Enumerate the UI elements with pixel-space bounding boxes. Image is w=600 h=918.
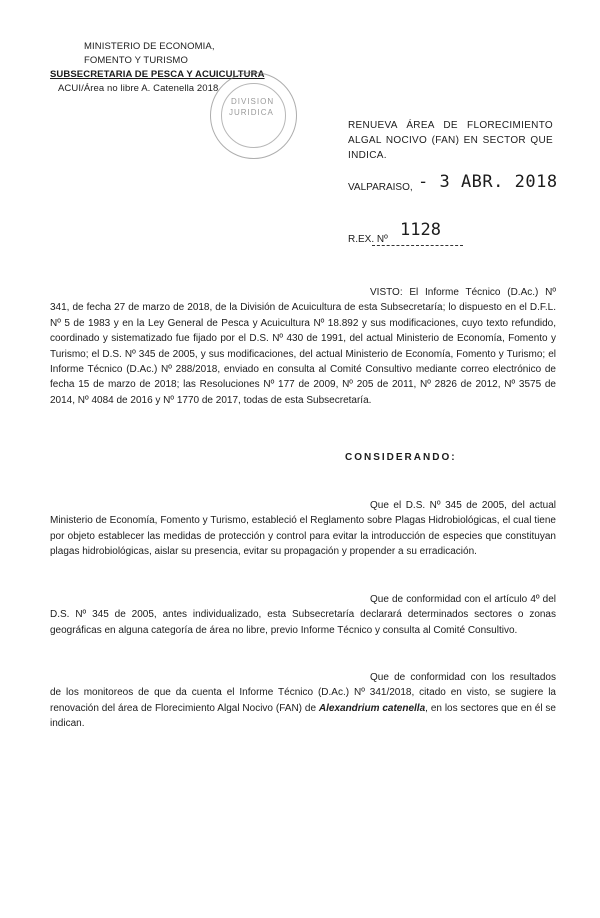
ministry-name: MINISTERIO DE ECONOMIA, [84, 41, 215, 52]
stamp-text-1: DIVISION [231, 97, 275, 106]
considerando-paragraph-3 [50, 670, 556, 732]
subsecretaria-name: SUBSECRETARIA DE PESCA Y ACUICULTURA [50, 69, 265, 80]
resolution-date: - 3 ABR. 2018 [418, 172, 558, 192]
species-name: Alexandrium catenella [318, 702, 426, 714]
file-reference: ACUI/Área no libre A. Catenella 2018 [58, 83, 219, 94]
visto-paragraph: VISTO: El Informe Técnico (D.Ac.) Nº 341, de fecha 27 de marzo de 2018, de la División de Acuicultura de esta Subsecretaría; lo dispuesto en el D.F.L. Nº 5 de 1983 y en la Ley General de Pesca y Acuicultura Nº 18.892 y sus modificaciones, cuyo texto refundido, coordinado y sistematizado fue fijado por el D.S. Nº 430 de 1991, del actual Ministerio de Economía, Fomento y Turismo; el D.S. Nº 345 de 2005, y sus modificaciones, del actual Ministerio de Economía, Fomento y Turismo; el Informe Técnico (D.Ac.) Nº 288/2018, enviado en consulta al Comité Consultivo mediante correo electrónico de fecha 15 de marzo de 2018; las Resoluciones Nº 177 de 2009, Nº 205 de 2011, Nº 2826 de 2012, Nº 3575 de 2014, Nº 4084 de 2016 y Nº 1770 de 2017, todas de esta Subsecretaría. [50, 287, 556, 406]
division-juridica-stamp [210, 72, 297, 159]
rex-underline [372, 245, 463, 246]
considerando-paragraph-2: Que de conformidad con el artículo 4º del D.S. Nº 345 de 2005, antes individualizado, esta Subsecretaría declarará determinados sectores o zonas geográficas en alguna categoría de área no libre, previo Informe Técnico y consulta al Comité Consultivo. [50, 594, 556, 636]
considerando-3-text: Que de conformidad con los resultados de los monitoreos de que da cuenta el Informe Técnico (D.Ac.) Nº 341/2018, citado en visto, se sugiere la renovación del área de Florecimiento Algal Nocivo (FAN) de [50, 672, 556, 714]
place-label: VALPARAISO, [348, 182, 413, 193]
considerando-3-tail: , en los sectores que en él se indican. [50, 702, 556, 730]
considerando-heading: CONSIDERANDO: [345, 452, 457, 463]
stamp-text-2: JURIDICA [229, 108, 274, 117]
ministry-name-2: FOMENTO Y TURISMO [84, 55, 188, 66]
considerando-paragraph-1: Que el D.S. Nº 345 de 2005, del actual Ministerio de Economía, Fomento y Turismo, estableció el Reglamento sobre Plagas Hidrobiológicas, el cual tiene por objeto establecer las medidas de protección y control para evitar la introducción de especies que constituyan plagas hidrobiológicas, aislar su presencia, evitar su propagación y propender a su erradicación. [50, 500, 556, 558]
resolution-subject: RENUEVA ÁREA DE FLORECIMIENTO ALGAL NOCIVO (FAN) EN SECTOR QUE INDICA. [348, 120, 553, 161]
rex-label: R.EX. Nº [348, 234, 388, 245]
rex-number: 1128 [400, 220, 441, 240]
